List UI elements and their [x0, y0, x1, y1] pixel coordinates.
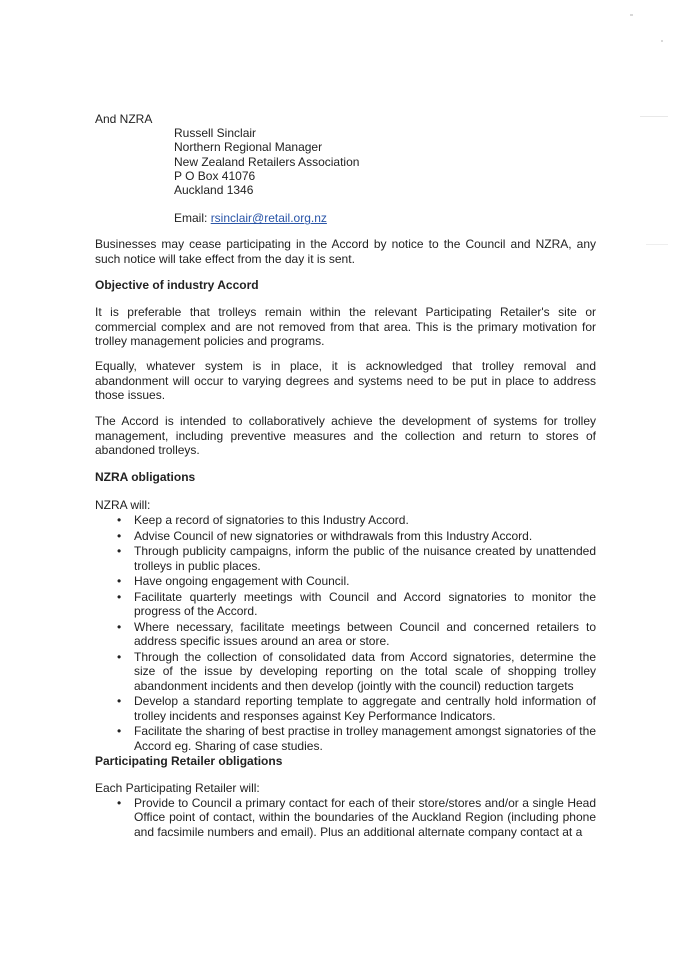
bullet-icon: • [117, 796, 122, 810]
bullet-icon: • [117, 574, 122, 589]
contact-title: Northern Regional Manager [174, 140, 323, 155]
list-item [95, 513, 596, 527]
bullet-icon: • [117, 619, 122, 634]
and-nzra-label: And NZRA [95, 112, 153, 126]
list-item-text: Advise Council of new signatories or withdrawals from this Industry Accord. [134, 528, 533, 543]
bullet-icon: • [117, 528, 122, 543]
list-item [95, 529, 596, 543]
list-item [95, 620, 596, 649]
bullet-icon: • [117, 649, 122, 664]
list-item [95, 796, 596, 839]
contact-po-box: P O Box 41076 [174, 168, 256, 183]
cease-paragraph: Businesses may cease participating in the Accord by notice to the Council and NZRA, any such notice will take effect from the day it is sent. [95, 237, 596, 266]
bullet-icon: • [117, 724, 122, 739]
bullet-icon: • [117, 513, 122, 527]
list-item-text: Where necessary, facilitate meetings between Council and concerned retailers to address specific issues around an area or store. [134, 619, 596, 649]
list-item [95, 590, 596, 619]
list-item-text: Provide to Council a primary contact for each of their store/stores and/or a single Head Office point of contact, within the boundaries of the Auckland Region (including phone and facsimile numbers and email). Plus an additional alternate company contact at a [134, 796, 596, 839]
nzra-intro: NZRA will: [95, 498, 151, 512]
scan-mark [630, 14, 633, 16]
objective-paragraph: The Accord is intended to collaboratively achieve the development of systems for trolley management, including preventive measures and the collection and return to stores of abandoned trolleys. [95, 414, 596, 457]
objective-paragraph: Equally, whatever system is in place, it is acknowledged that trolley removal and abandonment will occur to varying degrees and systems need to be put in place to address those issues. [95, 359, 596, 402]
list-item-text: Facilitate quarterly meetings with Council and Accord signatories to monitor the progress of the Accord. [134, 589, 596, 619]
list-item-text: Keep a record of signatories to this Industry Accord. [134, 513, 409, 527]
bullet-icon: • [117, 589, 122, 604]
contact-address-block [174, 126, 359, 226]
bullet-icon: • [117, 544, 122, 559]
list-item [95, 544, 596, 573]
list-item [95, 574, 596, 588]
bullet-icon: • [117, 694, 122, 709]
contact-organisation: New Zealand Retailers Association [174, 154, 360, 169]
list-item-text: Through publicity campaigns, inform the public of the nuisance created by unattended trolleys in public places. [134, 544, 596, 573]
list-item [95, 650, 596, 693]
list-item-text: Have ongoing engagement with Council. [134, 574, 350, 589]
objective-paragraph: It is preferable that trolleys remain within the relevant Participating Retailer's site or commercial complex and are not removed from that area. This is the primary motivation for trolley management policies and programs. [95, 305, 596, 348]
email-label: Email: [174, 211, 208, 226]
retailer-intro: Each Participating Retailer will: [95, 781, 260, 795]
email-link[interactable]: rsinclair@retail.org.nz [210, 211, 327, 226]
contact-email-line [174, 211, 359, 225]
list-item-text: Facilitate the sharing of best practise in trolley management amongst signatories of the Accord eg. Sharing of case studies. [134, 724, 596, 753]
nzra-obligations-heading: NZRA obligations [95, 470, 196, 484]
contact-name: Russell Sinclair [174, 126, 257, 140]
list-item [95, 724, 596, 753]
list-item-text: Develop a standard reporting template to aggregate and centrally hold information of trolley incidents and responses against Key Performance Indicators. [134, 694, 596, 723]
scan-mark [661, 40, 663, 42]
objective-heading: Objective of industry Accord [95, 278, 259, 292]
scan-mark [646, 244, 668, 245]
retailer-obligations-heading: Participating Retailer obligations [95, 754, 283, 768]
scan-mark [640, 116, 668, 117]
list-item-text: Through the collection of consolidated data from Accord signatories, determine the size of the issue by developing reporting on the total scale of shopping trolley abandonment incidents and then develop (jointly with the council) reduction targets [134, 649, 596, 693]
retailer-obligations-list [95, 796, 596, 840]
nzra-obligations-list [95, 513, 596, 754]
contact-city: Auckland 1346 [174, 183, 254, 198]
list-item [95, 694, 596, 723]
